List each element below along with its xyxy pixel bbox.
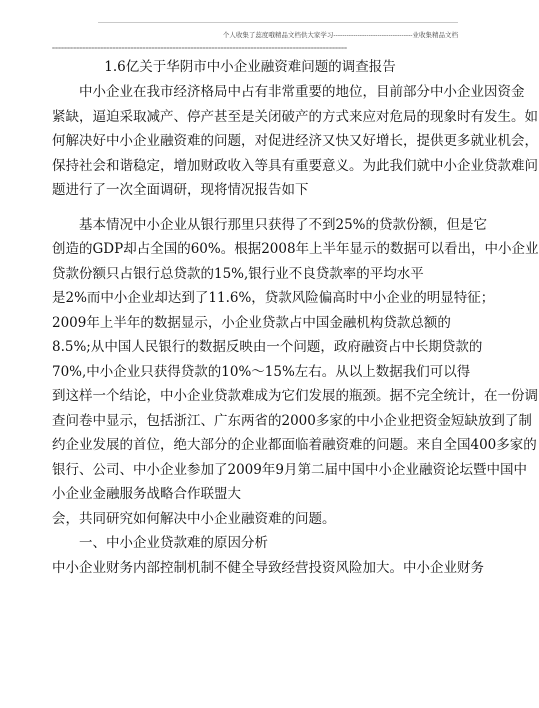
body-line: 约企业发展的首位，绝大部分的企业都面临着融资难的问题。来自全国400多家的 (52, 437, 537, 453)
body-line: 2009年上半年的数据显示，小企业贷款占中国金融机构贷款总额的 (52, 314, 451, 331)
body-line: 是2%而中小企业却达到了11.6%，贷款风险偏高时中小企业的明显特征； (52, 290, 495, 306)
body-line: 何解决好中小企业融资难的问题，对促进经济又快又好增长，提供更多就业机会， (52, 133, 538, 149)
body-line: 题进行了一次全面调研，现将情况报告如下 (52, 182, 309, 198)
body-line: 会，共同研究如何解决中小企业融资难的问题。 (52, 510, 336, 527)
body-line: 8.5%;从中国人民银行的数据反映由一个问题，政府融资占中长期贷款的 (52, 339, 483, 355)
document-title: 1.6亿关于华阴市中小企业融资难问题的调查报告 (104, 59, 396, 75)
header-rule (98, 22, 458, 23)
body-line: 70%,中小企业只获得贷款的10%～15%左右。从以上数据我们可以得 (52, 363, 471, 380)
header-separator: ================================================================================================== (52, 46, 348, 52)
paragraph-gap (52, 203, 466, 213)
body-line: 查问卷中显示，包括浙江、广东两省的2000多家的中小企业把资金短缺放到了制 (52, 412, 532, 429)
body-line: 创造的GDP却占全国的60%。根据2008年上半年显示的数据可以看出，中小企业 (52, 241, 539, 257)
body-line: 到这样一个结论，中小企业贷款难成为它们发展的瓶颈。据不完全统计，在一份调 (52, 388, 538, 404)
header-text: 个人收集了蕊度哦精品文档供大家学习------------------------------------业收集精品文档 (222, 31, 458, 39)
body-line: 紧缺，逼迫采取减产、停产甚至是关闭破产的方式来应对危局的现象时有发生。如 (52, 108, 538, 125)
body-line: 保持社会和谐稳定，增加财政收入等具有重要意义。为此我们就中小企业贷款难问 (52, 157, 538, 174)
section-heading: 一、中小企业贷款难的原因分析 (79, 535, 268, 551)
body-line: 银行、公司、中小企业参加了2009年9月第二届中国中小企业融资论坛暨中国中 (52, 461, 527, 478)
body-line: 小企业金融服务战略合作联盟大 (52, 486, 241, 502)
body-line: 中小企业在我市经济格局中占有非常重要的地位，目前部分中小企业因资金 (79, 84, 525, 100)
body-line: 贷款份额只占银行总贷款的15%,银行业不良贷款率的平均水平 (52, 265, 424, 282)
document-body (52, 80, 539, 580)
body-line: 基本情况中小企业从银行那里只获得了不到25%的贷款份额，但是它 (79, 216, 488, 233)
body-line: 中小企业财务内部控制机制不健全导致经营投资风险加大。中小企业财务 (52, 559, 484, 576)
